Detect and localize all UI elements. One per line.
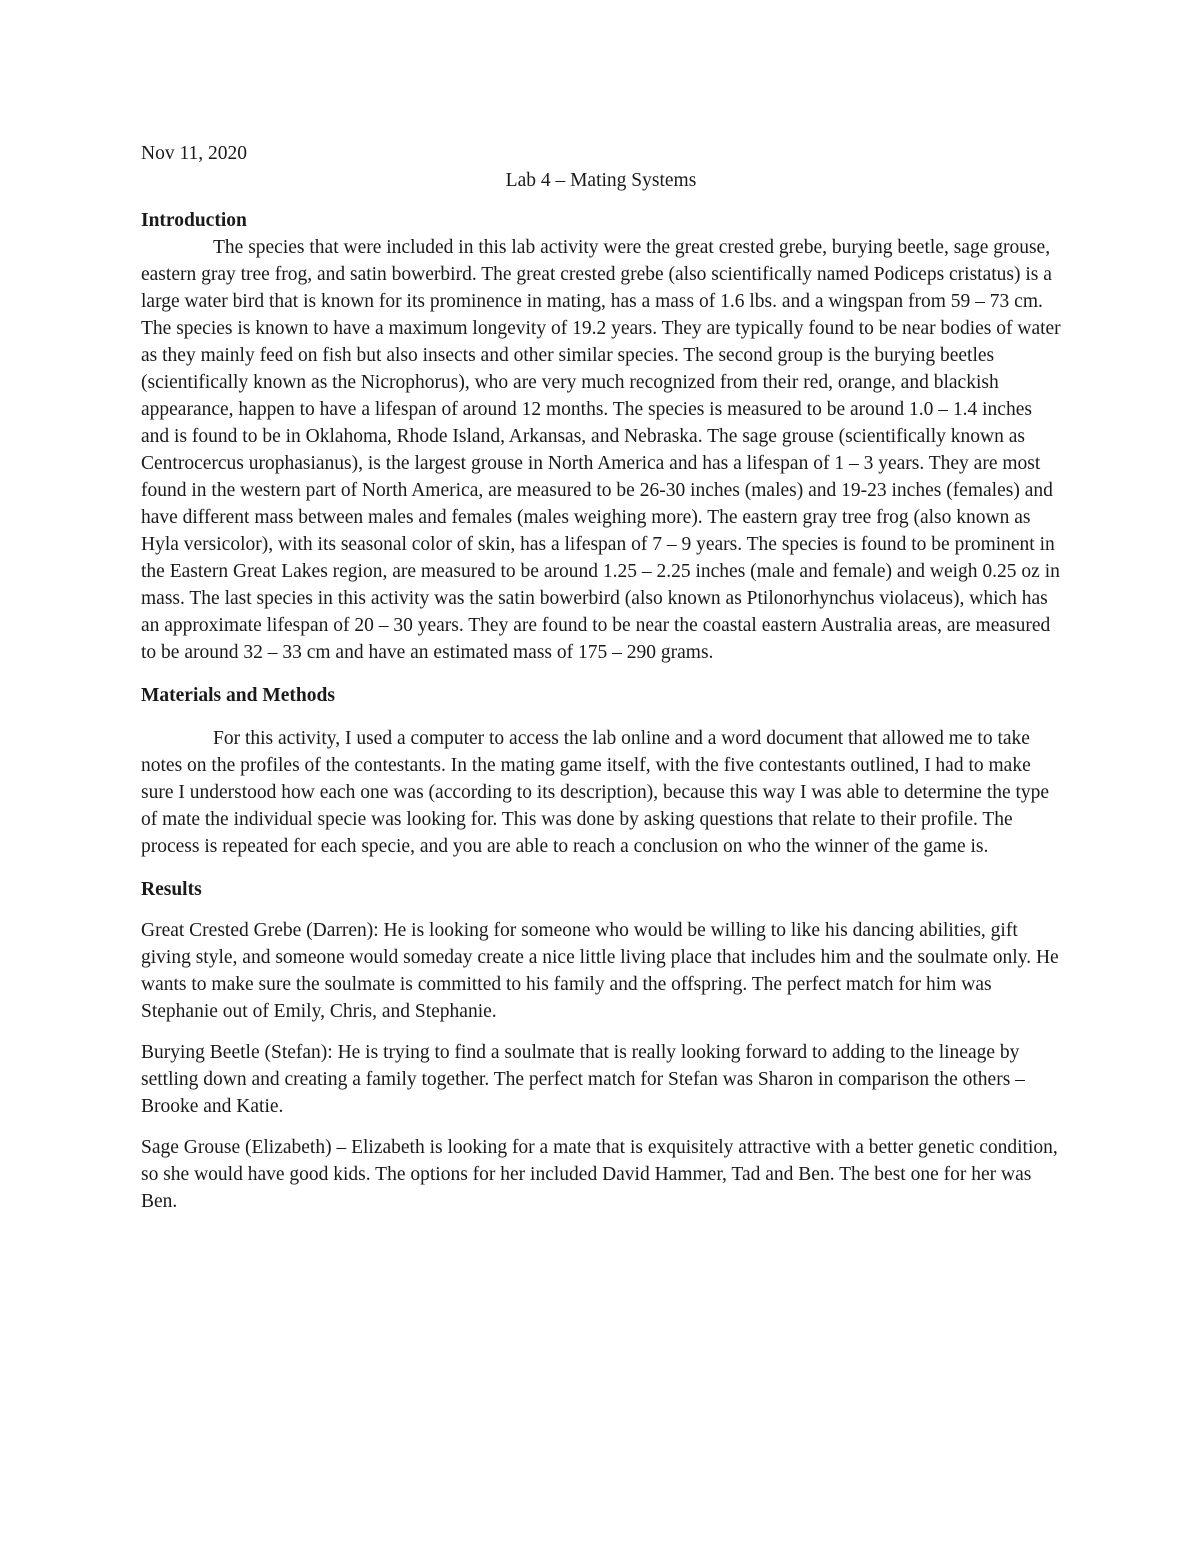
document-title: Lab 4 – Mating Systems [505,170,697,191]
result-paragraph-grouse: Sage Grouse (Elizabeth) – Elizabeth is looking for a mate that is exquisitely attractive with a better genetic condition, so she would have good kids. The options for her included David Hammer, Tad and Ben. The best one for her was Ben. [141,1137,1058,1212]
materials-methods-heading: Materials and Methods [141,685,335,706]
result-paragraph-grebe: Great Crested Grebe (Darren): He is looking for someone who would be willing to like his dancing abilities, gift giving style, and someone would someday create a nice little living place that includes him and the soulmate only. He wants to make sure the soulmate is committed to his family and the offspring. The perfect match for him was Stephanie out of Emily, Chris, and Stephanie. [141,920,1059,1022]
document-date: Nov 11, 2020 [141,143,247,164]
results-heading: Results [141,879,202,900]
materials-methods-body: For this activity, I used a computer to access the lab online and a word document that allowed me to take notes on the profiles of the contestants. In the mating game itself, with the five contestants outlined, I had to make sure I understood how each one was (according to its description), because this way I was able to determine the type of mate the individual specie was looking for. This was done by asking questions that relate to their profile. The process is repeated for each specie, and you are able to reach a conclusion on who the winner of the game is. [141,728,1050,857]
introduction-heading: Introduction [141,210,247,231]
document-page [141,140,1061,1215]
introduction-body: The species that were included in this lab activity were the great crested grebe, burying beetle, sage grouse, eastern gray tree frog, and satin bowerbird. The great crested grebe (also scientifically named Podiceps cristatus) is a large water bird that is known for its prominence in mating, has a mass of 1.6 lbs. and a wingspan from 59 – 73 cm. The species is known to have a maximum longevity of 19.2 years. They are typically found to be near bodies of water as they mainly feed on fish but also insects and other similar species. The second group is the burying beetles (scientifically known as the Nicrophorus), who are very much recognized from their red, orange, and blackish appearance, happen to have a lifespan of around 12 months. The species is measured to be around 1.0 – 1.4 inches and is found to be in Oklahoma, Rhode Island, Arkansas, and Nebraska. The sage grouse (scientifically known as Centrocercus urophasianus), is the largest grouse in North America and has a lifespan of 1 – 3 years. They are most found in the western part of North America, are measured to be 26-30 inches (males) and 19-23 inches (females) and have different mass between males and females (males weighing more). The eastern gray tree frog (also known as Hyla versicolor), with its seasonal color of skin, has a lifespan of 7 – 9 years. The species is found to be prominent in the Eastern Great Lakes region, are measured to be around 1.25 – 2.25 inches (male and female) and weigh 0.25 oz in mass. The last species in this activity was the satin bowerbird (also known as Ptilonorhynchus violaceus), which has an approximate lifespan of 20 – 30 years. They are found to be near the coastal eastern Australia areas, are measured to be around 32 – 33 cm and have an estimated mass of 175 – 290 grams. [141,237,1061,663]
result-paragraph-beetle: Burying Beetle (Stefan): He is trying to find a soulmate that is really looking forward to adding to the lineage by settling down and creating a family together. The perfect match for Stefan was Sharon in comparison the others – Brooke and Katie. [141,1042,1025,1117]
